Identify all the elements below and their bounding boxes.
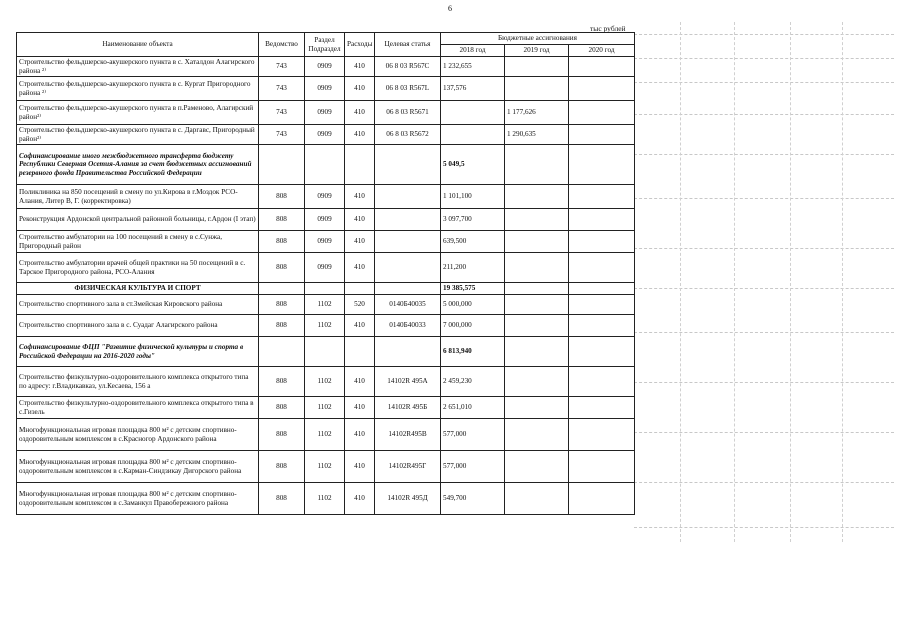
table-row xyxy=(17,397,635,419)
dept-cell: 808 xyxy=(259,295,305,315)
section-cell: 1102 xyxy=(305,295,345,315)
dept-cell: 808 xyxy=(259,483,305,515)
table-body xyxy=(17,57,635,515)
object-name-cell: Строительство фельдшерско-акушерского пункта в с. Даргавс, Пригородный район²⁾ xyxy=(17,125,259,145)
table-row xyxy=(17,367,635,397)
amount-2019-cell xyxy=(505,57,569,77)
table-row xyxy=(17,483,635,515)
dept-cell: 808 xyxy=(259,451,305,483)
expense-cell: 410 xyxy=(345,77,375,101)
expense-cell: 410 xyxy=(345,419,375,451)
amount-2018-cell: 7 000,000 xyxy=(441,315,505,337)
amount-2020-cell xyxy=(569,57,635,77)
amount-2018-cell: 2 651,010 xyxy=(441,397,505,419)
dept-cell: 743 xyxy=(259,101,305,125)
table-row xyxy=(17,295,635,315)
amount-2018-cell: 1 232,655 xyxy=(441,57,505,77)
section-cell: 1102 xyxy=(305,483,345,515)
dept-cell: 808 xyxy=(259,397,305,419)
expense-cell: 410 xyxy=(345,367,375,397)
amount-2018-cell: 3 097,700 xyxy=(441,209,505,231)
object-name-cell: Строительство амбулатории врачей общей практики на 50 посещений в с. Тарское Пригородного района, РСО-Алания xyxy=(17,253,259,283)
amount-2018-cell: 6 813,940 xyxy=(441,337,505,367)
target-cell xyxy=(375,231,441,253)
amount-2020-cell xyxy=(569,451,635,483)
object-name-cell: Многофункциональная игровая площадка 800 м² с детским спортивно-оздоровительным комплексом в с.Заманкул Правобережного района xyxy=(17,483,259,515)
amount-2018-cell: 577,000 xyxy=(441,451,505,483)
page-number: 6 xyxy=(448,4,452,13)
object-name-cell: Строительство фельдшерско-акушерского пункта в п.Раменово, Алагирский район²⁾ xyxy=(17,101,259,125)
amount-2019-cell xyxy=(505,209,569,231)
dept-cell: 743 xyxy=(259,125,305,145)
object-name-cell: Реконструкция Ардонской центральной районной больницы, г.Ардон (I этап) xyxy=(17,209,259,231)
units-label: тыс рублей xyxy=(590,24,626,33)
object-name-cell: Софинансирование ФЦП "Развитие физической культуры и спорта в Российской Федерации на 2016-2020 годы" xyxy=(17,337,259,367)
dept-cell: 808 xyxy=(259,253,305,283)
section-cell: 0909 xyxy=(305,101,345,125)
object-name-cell: Поликлиника на 850 посещений в смену по ул.Кирова в г.Моздок РСО-Алания, Литер В, Г. (корректировка) xyxy=(17,185,259,209)
faint-vertical-line xyxy=(680,22,681,542)
section-cell: 0909 xyxy=(305,77,345,101)
expense-cell xyxy=(345,145,375,185)
expense-cell: 410 xyxy=(345,125,375,145)
expense-cell xyxy=(345,337,375,367)
table-row xyxy=(17,185,635,209)
object-name-cell: ФИЗИЧЕСКАЯ КУЛЬТУРА И СПОРТ xyxy=(17,283,259,295)
amount-2019-cell xyxy=(505,253,569,283)
budget-table xyxy=(16,32,635,515)
section-cell: 0909 xyxy=(305,57,345,77)
expense-cell: 410 xyxy=(345,315,375,337)
section-cell: 1102 xyxy=(305,451,345,483)
dept-cell: 808 xyxy=(259,367,305,397)
expense-cell: 410 xyxy=(345,451,375,483)
target-cell xyxy=(375,337,441,367)
amount-2020-cell xyxy=(569,367,635,397)
amount-2019-cell xyxy=(505,397,569,419)
expense-cell xyxy=(345,283,375,295)
object-name-cell: Строительство спортивного зала в с. Суадаг Алагирского района xyxy=(17,315,259,337)
table-row xyxy=(17,451,635,483)
amount-2019-cell xyxy=(505,185,569,209)
dept-cell xyxy=(259,145,305,185)
amount-2020-cell xyxy=(569,209,635,231)
amount-2020-cell xyxy=(569,185,635,209)
dept-cell: 743 xyxy=(259,57,305,77)
expense-cell: 410 xyxy=(345,397,375,419)
amount-2018-cell xyxy=(441,101,505,125)
amount-2020-cell xyxy=(569,337,635,367)
amount-2019-cell xyxy=(505,419,569,451)
section-cell: 0909 xyxy=(305,209,345,231)
section-cell xyxy=(305,337,345,367)
object-name-cell: Софинансирование иного межбюджетного трансферта бюджету Республики Северная Осетия-Алания за счет бюджетных ассигнований резервного фонда Правительства Российской Федерации xyxy=(17,145,259,185)
section-cell: 0909 xyxy=(305,125,345,145)
dept-cell: 743 xyxy=(259,77,305,101)
dept-cell: 808 xyxy=(259,185,305,209)
header-dept: Ведомство xyxy=(259,33,305,57)
expense-cell: 410 xyxy=(345,253,375,283)
header-year-2019: 2019 год xyxy=(505,45,569,57)
object-name-cell: Строительство физкультурно-оздоровительного комплекса открытого типа в с.Гизель xyxy=(17,397,259,419)
table-row xyxy=(17,253,635,283)
amount-2019-cell xyxy=(505,145,569,185)
header-year-2020: 2020 год xyxy=(569,45,635,57)
faint-vertical-line xyxy=(790,22,791,542)
amount-2020-cell xyxy=(569,315,635,337)
target-cell xyxy=(375,185,441,209)
object-name-cell: Многофункциональная игровая площадка 800 м² с детским спортивно-оздоровительным комплексом в с.Красногор Ардонского района xyxy=(17,419,259,451)
amount-2020-cell xyxy=(569,253,635,283)
header-expense: Расходы xyxy=(345,33,375,57)
table-row xyxy=(17,77,635,101)
target-cell: 0140Б40035 xyxy=(375,295,441,315)
section-cell: 1102 xyxy=(305,315,345,337)
expense-cell: 410 xyxy=(345,101,375,125)
amount-2018-cell: 639,500 xyxy=(441,231,505,253)
section-cell xyxy=(305,283,345,295)
amount-2019-cell xyxy=(505,367,569,397)
target-cell: 14102R495В xyxy=(375,419,441,451)
table-row xyxy=(17,419,635,451)
faint-vertical-line xyxy=(734,22,735,542)
expense-cell: 410 xyxy=(345,57,375,77)
amount-2018-cell: 2 459,230 xyxy=(441,367,505,397)
amount-2019-cell xyxy=(505,231,569,253)
amount-2018-cell xyxy=(441,125,505,145)
amount-2020-cell xyxy=(569,483,635,515)
amount-2020-cell xyxy=(569,77,635,101)
amount-2018-cell: 5 049,5 xyxy=(441,145,505,185)
expense-cell: 410 xyxy=(345,483,375,515)
object-name-cell: Строительство фельдшерско-акушерского пункта в с. Кургат Пригородного района ²⁾ xyxy=(17,77,259,101)
faint-vertical-line xyxy=(842,22,843,542)
amount-2018-cell: 19 385,575 xyxy=(441,283,505,295)
amount-2019-cell xyxy=(505,283,569,295)
amount-2019-cell: 1 177,626 xyxy=(505,101,569,125)
amount-2018-cell: 577,000 xyxy=(441,419,505,451)
expense-cell: 410 xyxy=(345,185,375,209)
target-cell xyxy=(375,209,441,231)
section-cell xyxy=(305,145,345,185)
amount-2020-cell xyxy=(569,125,635,145)
target-cell: 14102R 495А xyxy=(375,367,441,397)
header-section: Раздел Подраздел xyxy=(305,33,345,57)
target-cell xyxy=(375,283,441,295)
amount-2019-cell xyxy=(505,315,569,337)
object-name-cell: Строительство физкультурно-оздоровительного комплекса открытого типа по адресу: г.Владикавказ, ул.Кесаева, 156 а xyxy=(17,367,259,397)
target-cell xyxy=(375,145,441,185)
table-row xyxy=(17,209,635,231)
dept-cell: 808 xyxy=(259,315,305,337)
amount-2020-cell xyxy=(569,101,635,125)
target-cell: 14102R495Г xyxy=(375,451,441,483)
table-row xyxy=(17,283,635,295)
section-cell: 1102 xyxy=(305,367,345,397)
section-cell: 1102 xyxy=(305,397,345,419)
amount-2020-cell xyxy=(569,397,635,419)
amount-2020-cell xyxy=(569,231,635,253)
object-name-cell: Строительство амбулатории на 100 посещений в смену в с.Сунжа, Пригородный район xyxy=(17,231,259,253)
table-row xyxy=(17,101,635,125)
amount-2019-cell xyxy=(505,337,569,367)
dept-cell: 808 xyxy=(259,209,305,231)
amount-2019-cell xyxy=(505,451,569,483)
table-row xyxy=(17,145,635,185)
target-cell: 06 8 03 R5671 xyxy=(375,101,441,125)
dept-cell xyxy=(259,283,305,295)
expense-cell: 410 xyxy=(345,231,375,253)
amount-2018-cell: 1 101,100 xyxy=(441,185,505,209)
amount-2019-cell xyxy=(505,483,569,515)
object-name-cell: Строительство фельдшерско-акушерского пункта в с. Хаталдон Алагирского района ²⁾ xyxy=(17,57,259,77)
header-target: Целевая статья xyxy=(375,33,441,57)
table-row xyxy=(17,57,635,77)
section-cell: 0909 xyxy=(305,185,345,209)
amount-2019-cell xyxy=(505,77,569,101)
target-cell: 06 8 03 R567L xyxy=(375,77,441,101)
target-cell xyxy=(375,253,441,283)
object-name-cell: Многофункциональная игровая площадка 800 м² с детским спортивно-оздоровительным комплексом в с.Карман-Синдзикау Дигорского района xyxy=(17,451,259,483)
header-year-2018: 2018 год xyxy=(441,45,505,57)
amount-2020-cell xyxy=(569,283,635,295)
amount-2019-cell xyxy=(505,295,569,315)
amount-2018-cell: 5 000,000 xyxy=(441,295,505,315)
faint-grid-lines xyxy=(634,22,894,542)
amount-2018-cell: 137,576 xyxy=(441,77,505,101)
amount-2020-cell xyxy=(569,419,635,451)
target-cell: 14102R 495Д xyxy=(375,483,441,515)
table-row xyxy=(17,231,635,253)
amount-2018-cell: 211,200 xyxy=(441,253,505,283)
dept-cell: 808 xyxy=(259,231,305,253)
amount-2020-cell xyxy=(569,145,635,185)
target-cell: 06 8 03 R567C xyxy=(375,57,441,77)
section-cell: 0909 xyxy=(305,253,345,283)
target-cell: 06 8 03 R5672 xyxy=(375,125,441,145)
expense-cell: 410 xyxy=(345,209,375,231)
table-row xyxy=(17,315,635,337)
amount-2018-cell: 549,700 xyxy=(441,483,505,515)
header-budget-group: Бюджетные ассигнования xyxy=(441,33,635,45)
dept-cell: 808 xyxy=(259,419,305,451)
amount-2020-cell xyxy=(569,295,635,315)
object-name-cell: Строительство спортивного зала в ст.Змейская Кировского района xyxy=(17,295,259,315)
table-row xyxy=(17,337,635,367)
dept-cell xyxy=(259,337,305,367)
target-cell: 14102R 495Б xyxy=(375,397,441,419)
section-cell: 1102 xyxy=(305,419,345,451)
target-cell: 0140Б40033 xyxy=(375,315,441,337)
expense-cell: 520 xyxy=(345,295,375,315)
header-name: Наименование объекта xyxy=(17,33,259,57)
table-row xyxy=(17,125,635,145)
amount-2019-cell: 1 290,635 xyxy=(505,125,569,145)
section-cell: 0909 xyxy=(305,231,345,253)
